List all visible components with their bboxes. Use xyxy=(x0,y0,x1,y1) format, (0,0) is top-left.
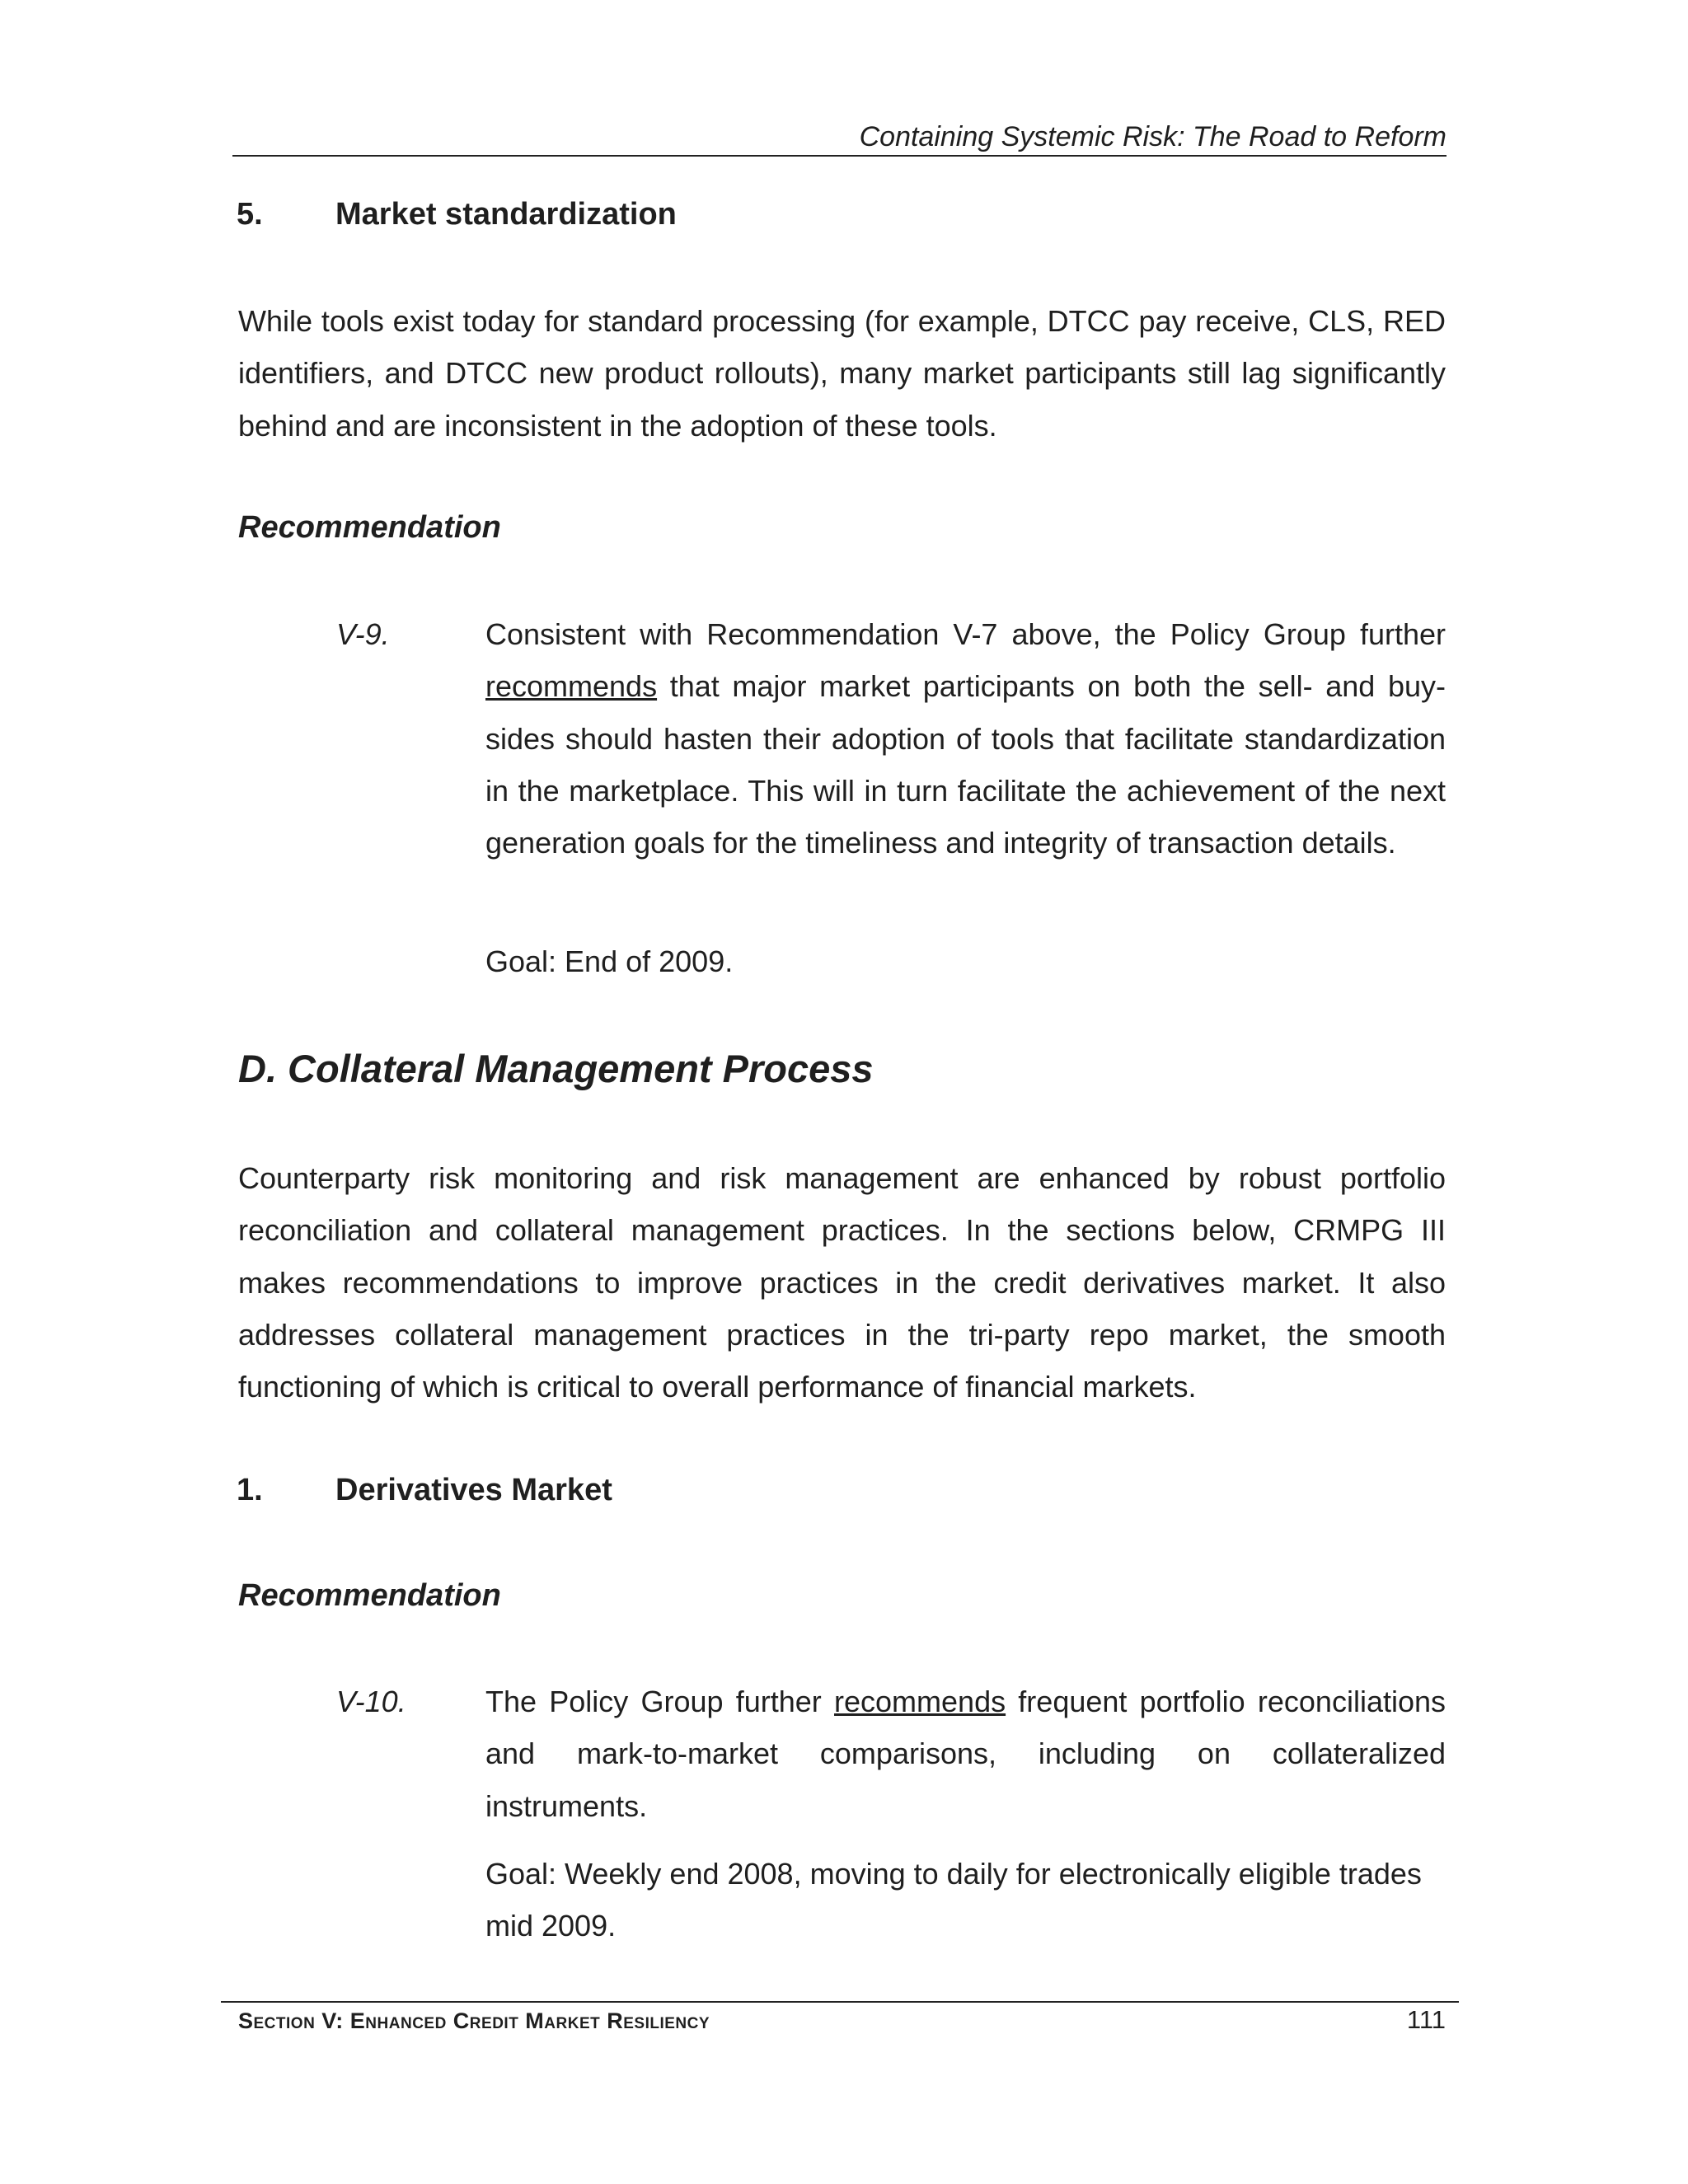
section-5-number: 5. xyxy=(237,197,263,232)
recommendation-number-v9: V-9. xyxy=(336,617,390,651)
section-5-paragraph: While tools exist today for standard processing (for example, DTCC pay receive, CLS, RED identifiers, and DTCC new product rollouts), many market participants still lag significantly behind and are inconsistent in the adoption of these tools. xyxy=(238,304,1446,443)
recommendation-v9-goal: Goal: End of 2009. xyxy=(485,944,734,978)
recommendation-v10-text-after: frequent portfolio reconciliations and mark-to-market comparisons, including on collateralized instruments. xyxy=(485,1685,1447,1823)
section-1-heading xyxy=(237,1470,1440,1510)
section-1-title: Derivatives Market xyxy=(335,1473,612,1507)
recommendation-v10-text-before: The Policy Group further xyxy=(485,1685,835,1718)
page-number: 111 xyxy=(1406,2005,1446,2034)
recommendation-v10-goal: Goal: Weekly end 2008, moving to daily for electronically eligible trades mid 2009. xyxy=(485,1857,1422,1943)
recommendation-v10-text xyxy=(485,1675,1446,1832)
recommendation-v9-emphasis: recommends xyxy=(485,669,658,704)
recommendation-v9-text xyxy=(485,608,1446,869)
section-1-number: 1. xyxy=(237,1473,263,1507)
footer-rule xyxy=(221,2001,1459,2003)
section-5-heading xyxy=(237,194,1440,234)
recommendation-v9-text-before: Consistent with Recommendation V-7 above, the Policy Group further xyxy=(485,617,1446,651)
section-d-heading: D. Collateral Management Process xyxy=(238,1047,874,1090)
recommendation-heading-1: Recommendation xyxy=(238,510,501,545)
recommendation-v10-emphasis: recommends xyxy=(834,1685,1006,1718)
recommendation-number-v10: V-10. xyxy=(336,1685,406,1718)
recommendation-heading-2: Recommendation xyxy=(238,1578,501,1613)
section-5-title: Market standardization xyxy=(335,197,677,232)
recommendation-v9-text-after: that major market participants on both the sell- and buy-sides should hasten their adoption of tools that facilitate standardization in the marketplace. This will in turn facilitate the achievement of the next generation goals for the timeliness and integrity of transaction details. xyxy=(485,669,1446,860)
section-d-paragraph: Counterparty risk monitoring and risk management are enhanced by robust portfolio reconciliation and collateral management practices. In the sections below, CRMPG III makes recommendations to improve practices in the credit derivatives market. It also addresses collateral management practices in the tri-party repo market, the smooth functioning of which is critical to overall performance of financial markets. xyxy=(238,1161,1446,1404)
running-header: Containing Systemic Risk: The Road to Reform xyxy=(232,120,1447,157)
footer-section-label: Section V: Enhanced Credit Market Resiliency xyxy=(238,2008,710,2033)
